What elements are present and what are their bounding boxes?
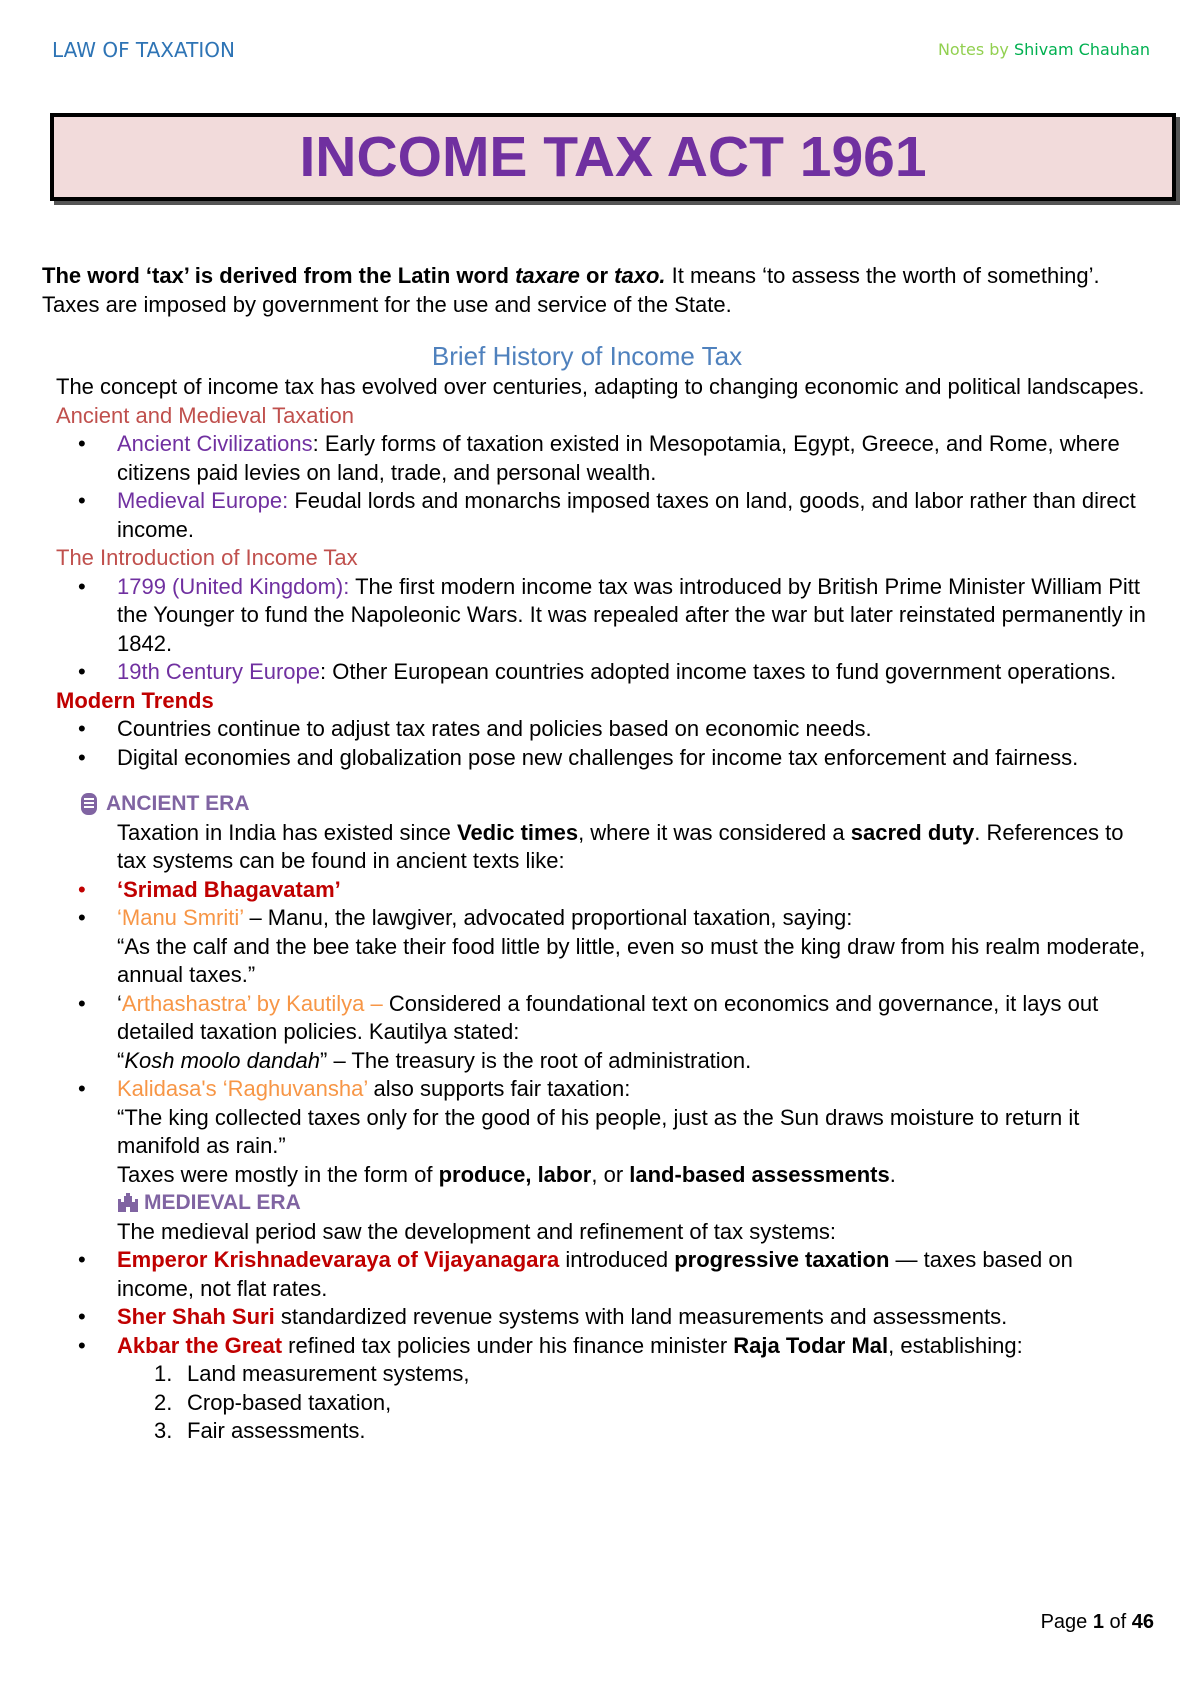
list-item: • Countries continue to adjust tax rates and policies based on economic needs. bbox=[42, 715, 1152, 744]
page-title: INCOME TAX ACT 1961 bbox=[299, 125, 927, 189]
list-item: • Akbar the Great refined tax policies under his finance minister Raja Todar Mal, establishing: bbox=[42, 1332, 1152, 1361]
list-item: • Medieval Europe: Feudal lords and monarchs imposed taxes on land, goods, and labor rather than direct income. bbox=[42, 487, 1152, 544]
header-author-prefix: Notes by bbox=[937, 40, 1014, 59]
ancient-texts-list bbox=[42, 876, 1152, 1190]
list-item: • ‘Srimad Bhagavatam’ bbox=[42, 876, 1152, 905]
list-item: • 19th Century Europe: Other European countries adopted income taxes to fund government operations. bbox=[42, 658, 1152, 687]
intro-paragraph: The word ‘tax’ is derived from the Latin word taxare or taxo. It means ‘to assess the worth of something’. Taxes are imposed by government for the use and service of the State. bbox=[42, 263, 1100, 317]
introduction-heading: The Introduction of Income Tax bbox=[56, 545, 358, 570]
intro-lead: The word ‘tax’ is derived from the Latin word taxare or taxo. bbox=[42, 263, 666, 288]
brief-history-text: The concept of income tax has evolved over centuries, adapting to changing economic and political landscapes. bbox=[56, 374, 1145, 399]
medieval-list bbox=[42, 1246, 1152, 1360]
list-item: • Emperor Krishnadevaraya of Vijayanagara introduced progressive taxation — taxes based on income, not flat rates. bbox=[42, 1246, 1152, 1303]
ancient-era-heading bbox=[42, 790, 1152, 819]
scroll-icon bbox=[78, 791, 100, 817]
ancient-medieval-heading: Ancient and Medieval Taxation bbox=[56, 402, 355, 428]
header-author bbox=[938, 40, 1150, 59]
list-item: • Ancient Civilizations: Early forms of taxation existed in Mesopotamia, Egypt, Greece, and Rome, where citizens paid levies on land, trade, and personal wealth. bbox=[42, 430, 1152, 487]
document-body bbox=[42, 262, 1152, 1446]
akbar-establishments-list bbox=[42, 1360, 1152, 1446]
page-number: Page 1 of 46 bbox=[1040, 1611, 1154, 1633]
medieval-era-intro: The medieval period saw the development and refinement of tax systems: bbox=[117, 1218, 837, 1244]
ancient-medieval-list bbox=[42, 430, 1152, 544]
list-item: 3. Fair assessments. bbox=[154, 1418, 366, 1443]
list-item: 2. Crop-based taxation, bbox=[154, 1389, 392, 1415]
list-item: • Digital economies and globalization pose new challenges for income tax enforcement and fairness. bbox=[42, 744, 1152, 773]
header-author-name: Shivam Chauhan bbox=[1013, 40, 1150, 59]
list-item: • Kalidasa's ‘Raghuvansha’ also supports fair taxation: “The king collected taxes only for the good of his people, just as the Sun draws moisture to return it manifold as rain.” Taxes were mostly in the form of produce, labor, or land-based assessments. bbox=[42, 1075, 1152, 1189]
title-box bbox=[50, 113, 1176, 201]
brief-history-heading: Brief History of Income Tax bbox=[431, 341, 743, 371]
introduction-list bbox=[42, 573, 1152, 687]
modern-trends-list bbox=[42, 715, 1152, 772]
list-item: • Sher Shah Suri standardized revenue systems with land measurements and assessments. bbox=[42, 1303, 1152, 1332]
list-item: 1. Land measurement systems, bbox=[154, 1361, 470, 1386]
medieval-era-heading bbox=[42, 1189, 1152, 1218]
ancient-era-label: ANCIENT ERA bbox=[106, 792, 250, 815]
modern-trends-heading: Modern Trends bbox=[56, 687, 214, 713]
medieval-era-label: MEDIEVAL ERA bbox=[144, 1191, 301, 1214]
list-item: • 1799 (United Kingdom): The first modern income tax was introduced by British Prime Minister William Pitt the Younger to fund the Napoleonic Wars. It was repealed after the war but later reinstated permanently in 1842. bbox=[42, 573, 1152, 659]
header-course-title: LAW OF TAXATION bbox=[52, 38, 235, 62]
ancient-era-intro: Taxation in India has existed since Vedic times, where it was considered a sacred duty. References to tax systems can be found in ancient texts like: bbox=[117, 819, 1124, 873]
castle-icon bbox=[116, 1190, 138, 1216]
list-item: • ‘Arthashastra’ by Kautilya – Considered a foundational text on economics and governance, it lays out detailed taxation policies. Kautilya stated: “Kosh moolo dandah” – The treasury is the root of administration. bbox=[42, 990, 1152, 1076]
list-item: • ‘Manu Smriti’ – Manu, the lawgiver, advocated proportional taxation, saying: “As the calf and the bee take their food little by little, even so must the king draw from his realm moderate, annual taxes.” bbox=[42, 904, 1152, 990]
